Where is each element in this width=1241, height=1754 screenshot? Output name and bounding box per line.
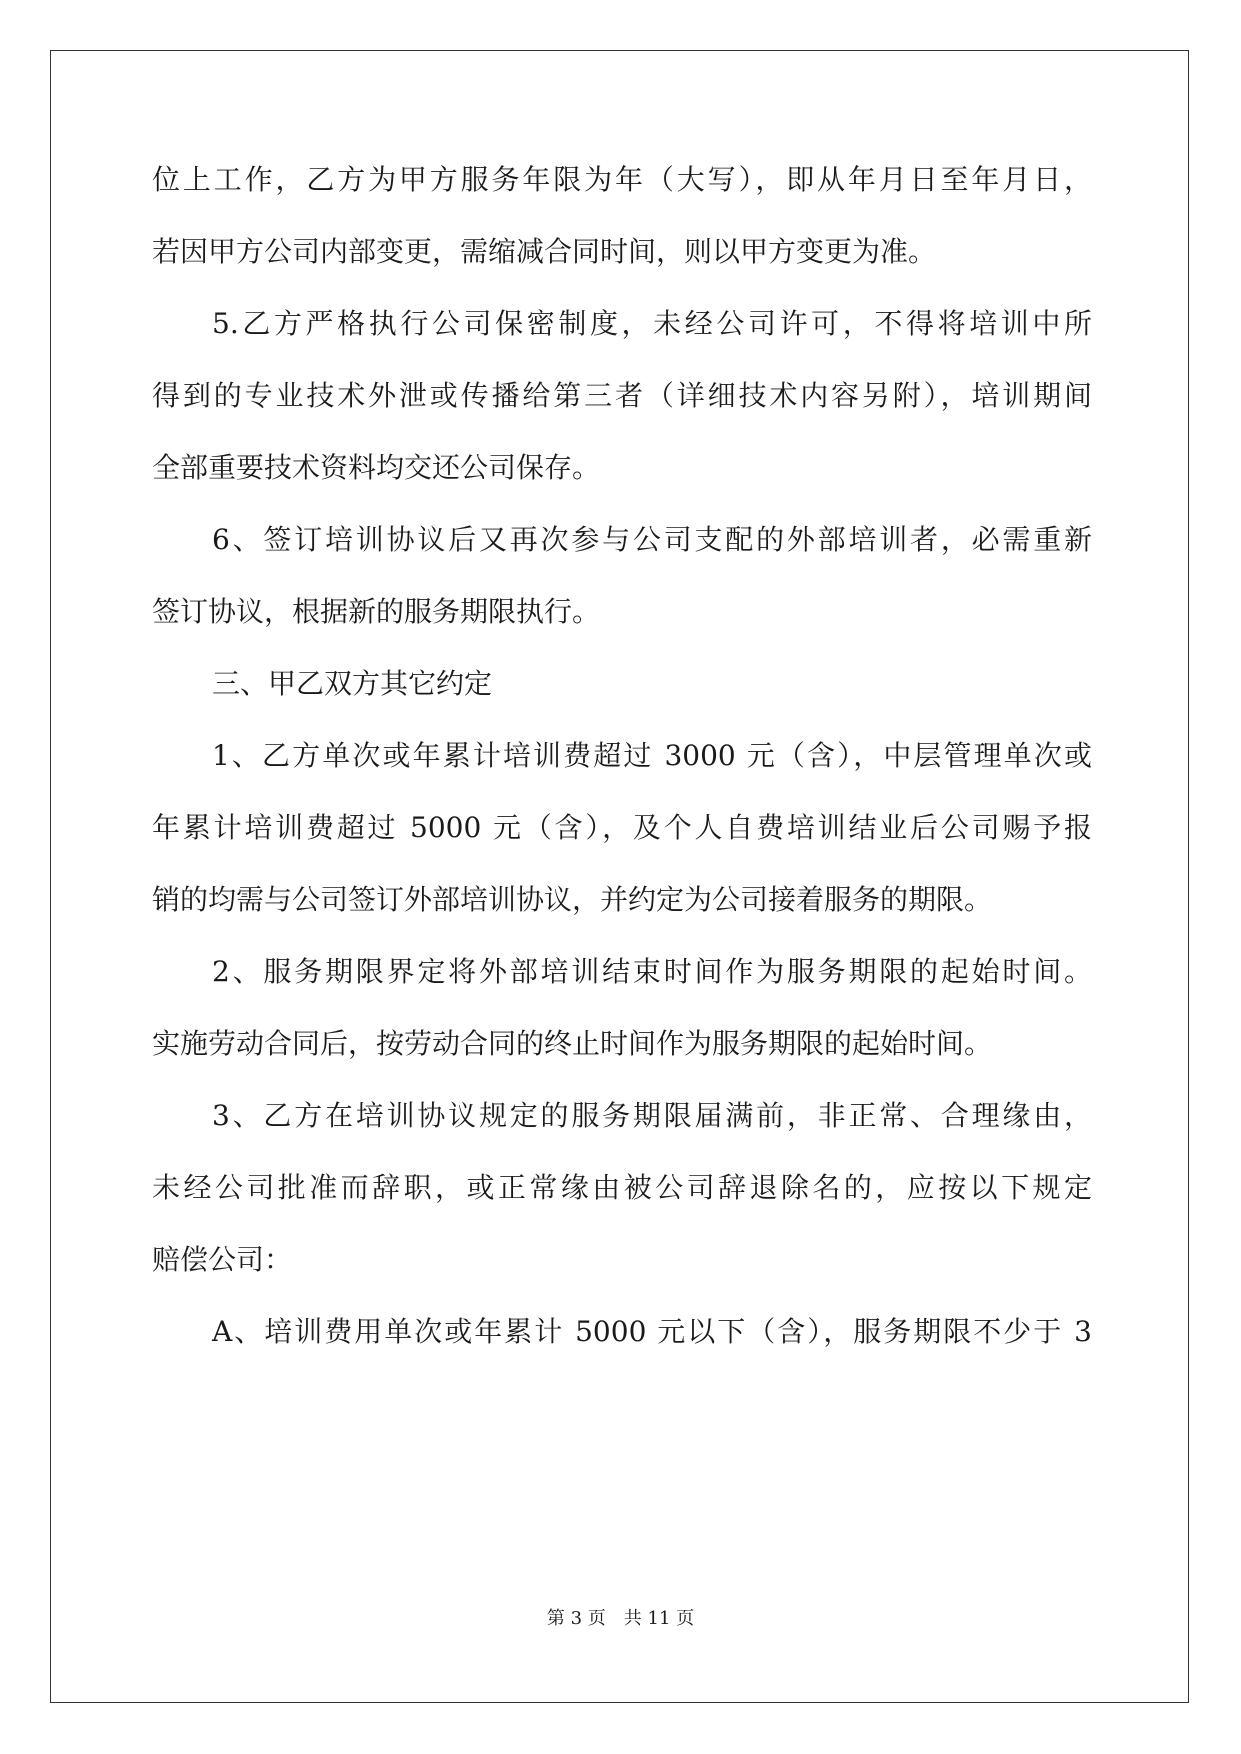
text-line: 赔偿公司： xyxy=(152,1243,293,1276)
text-line: 实施劳动合同后，按劳动合同的终止时间作为服务期限的起始时间。 xyxy=(152,1027,993,1060)
text-line: A、培训费用单次或年累计 5000 元以下（含），服务期限不少于 3 xyxy=(212,1315,1092,1348)
page-number-label: 第 3 页 共 11 页 xyxy=(546,1608,695,1629)
text-line: 6、签订培训协议后又再次参与公司支配的外部培训者，必需重新 xyxy=(212,523,1092,556)
text-line: 位上工作，乙方为甲方服务年限为年（大写），即从年月日至年月日， xyxy=(152,163,1092,196)
text-line: 3、乙方在培训协议规定的服务期限届满前，非正常、合理缘由， xyxy=(212,1099,1092,1132)
page-footer xyxy=(0,1608,1241,1630)
text-line: 全部重要技术资料均交还公司保存。 xyxy=(152,451,601,484)
text-line: 签订协议，根据新的服务期限执行。 xyxy=(152,595,601,628)
section-heading: 三、甲乙双方其它约定 xyxy=(212,667,493,700)
text-line: 年累计培训费超过 5000 元（含），及个人自费培训结业后公司赐予报 xyxy=(152,811,1092,844)
text-line: 1、乙方单次或年累计培训费超过 3000 元（含），中层管理单次或 xyxy=(212,739,1092,772)
text-line: 销的均需与公司签订外部培训协议，并约定为公司接着服务的期限。 xyxy=(152,883,993,916)
text-line: 若因甲方公司内部变更，需缩减合同时间，则以甲方变更为准。 xyxy=(152,235,937,268)
text-line: 得到的专业技术外泄或传播给第三者（详细技术内容另附），培训期间 xyxy=(152,379,1092,412)
text-line: 5.乙方严格执行公司保密制度，未经公司许可，不得将培训中所 xyxy=(212,307,1092,340)
page-border xyxy=(50,50,1189,1703)
text-line: 2、服务期限界定将外部培训结束时间作为服务期限的起始时间。 xyxy=(212,955,1092,988)
text-line: 未经公司批准而辞职，或正常缘由被公司辞退除名的，应按以下规定 xyxy=(152,1171,1092,1204)
